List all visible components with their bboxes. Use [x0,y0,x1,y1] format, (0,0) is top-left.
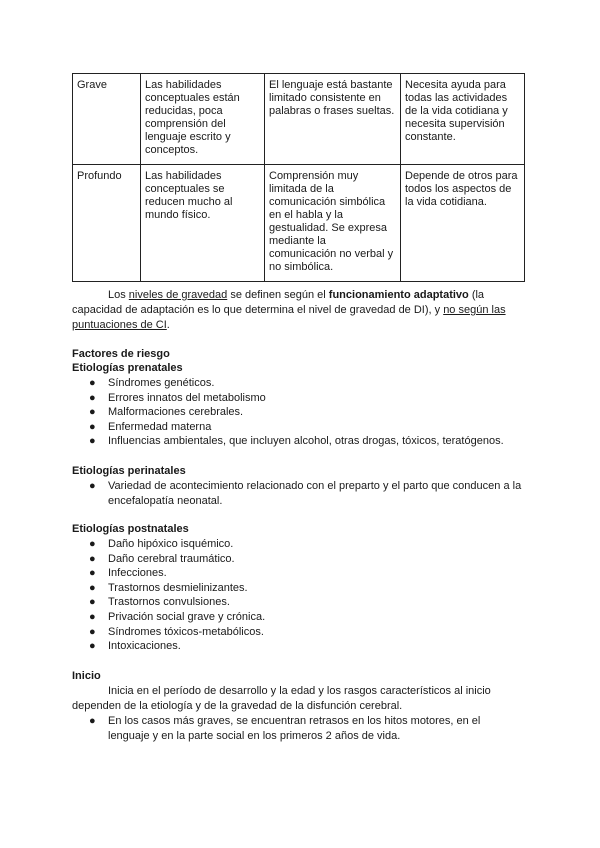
table-cell-practical: Necesita ayuda para todas las actividades de la vida cotidiana y necesita supervisión constante. [401,74,525,165]
bullet-icon: ● [89,435,96,448]
postnatal-heading: Etiologías postnatales [72,523,189,535]
list-item [72,376,524,391]
para-text: se definen según el [227,289,329,301]
list-item [72,625,524,640]
onset-list [72,714,524,743]
list-item-text: Enfermedad materna [108,420,212,433]
list-item [72,434,524,449]
bullet-icon: ● [89,596,96,609]
list-item [72,479,524,508]
bullet-icon: ● [89,567,96,580]
underlined-phrase: no según las puntuaciones de CI [72,304,506,331]
list-item-text: Infecciones. [108,567,167,580]
bullet-icon: ● [89,581,96,594]
table-cell-social: El lenguaje está bastante limitado consistente en palabras o frases sueltas. [265,74,401,165]
list-item [72,639,524,654]
bullet-icon: ● [89,406,96,419]
list-item [72,537,524,552]
list-item-text: Daño cerebral traumático. [108,552,235,565]
para-text: Los [108,289,129,301]
table-cell-practical: Depende de otros para todos los aspectos de la vida cotidiana. [401,165,525,282]
table-row [73,74,525,165]
list-item [72,714,524,743]
severity-paragraph [72,288,524,333]
bullet-icon: ● [89,391,96,404]
bullet-icon: ● [89,552,96,565]
list-item-text: Síndromes genéticos. [108,377,215,389]
list-item-text: Malformaciones cerebrales. [108,406,244,419]
table-cell-level: Grave [73,74,141,165]
list-item-text: Síndromes tóxicos-metabólicos. [108,625,264,638]
para-text: . [166,319,170,331]
list-item [72,581,524,596]
table-cell-level: Profundo [73,165,141,282]
bullet-icon: ● [89,610,96,623]
bullet-icon: ● [89,538,96,550]
list-item [72,610,524,625]
postnatal-list [72,537,524,654]
list-item-text: Errores innatos del metabolismo [108,391,266,404]
list-item [72,566,524,581]
list-item-text: Trastornos desmielinizantes. [108,581,248,594]
list-item [72,595,524,610]
bullet-icon: ● [89,377,96,389]
list-item-text: Privación social grave y crónica. [108,610,266,623]
bullet-icon: ● [89,625,96,638]
table-cell-social: Comprensión muy limitada de la comunicación simbólica en el habla y la gestualidad. Se expresa mediante la comunicación no verbal y no simbólica. [265,165,401,282]
risk-factors-heading: Factores de riesgo [72,348,170,360]
list-item [72,420,524,435]
list-item-text: Influencias ambientales, que incluyen alcohol, otras drogas, tóxicos, teratógenos. [108,435,504,448]
bold-phrase: funcionamiento adaptativo [328,289,469,301]
para-text: (la capacidad de adaptación es lo que determina el nivel de gravedad de DI), y [72,289,485,316]
list-item [72,405,524,420]
underlined-phrase: niveles de gravedad [128,289,228,301]
bullet-icon: ● [89,715,96,727]
severity-table-body [73,74,525,282]
table-cell-conceptual: Las habilidades conceptuales están reducidas, poca comprensión del lenguaje escrito y conceptos. [141,74,265,165]
perinatal-list [72,479,524,508]
severity-table [72,73,525,282]
bullet-icon: ● [89,640,96,653]
list-item-text: Trastornos convulsiones. [108,596,230,609]
list-item [72,391,524,406]
list-item [72,552,524,567]
perinatal-heading: Etiologías perinatales [72,465,186,477]
list-item-text: Variedad de acontecimiento relacionado con el preparto y el parto que conducen a la encefalopatía neonatal. [108,480,522,507]
table-row [73,165,525,282]
prenatal-heading: Etiologías prenatales [72,362,183,374]
bullet-icon: ● [89,420,96,433]
list-item-text: Intoxicaciones. [108,640,181,653]
table-cell-conceptual: Las habilidades conceptuales se reducen mucho al mundo físico. [141,165,265,282]
onset-paragraph: Inicia en el período de desarrollo y la edad y los rasgos característicos al inicio dependen de la etiología y de la gravedad de la disfunción cerebral. [72,685,491,712]
list-item-text: Daño hipóxico isquémico. [108,538,234,550]
onset-heading: Inicio [72,670,101,682]
list-item-text: En los casos más graves, se encuentran retrasos en los hitos motores, en el lenguaje y en la parte social en los primeros 2 años de vida. [108,715,481,742]
bullet-icon: ● [89,480,96,492]
prenatal-list [72,376,524,449]
